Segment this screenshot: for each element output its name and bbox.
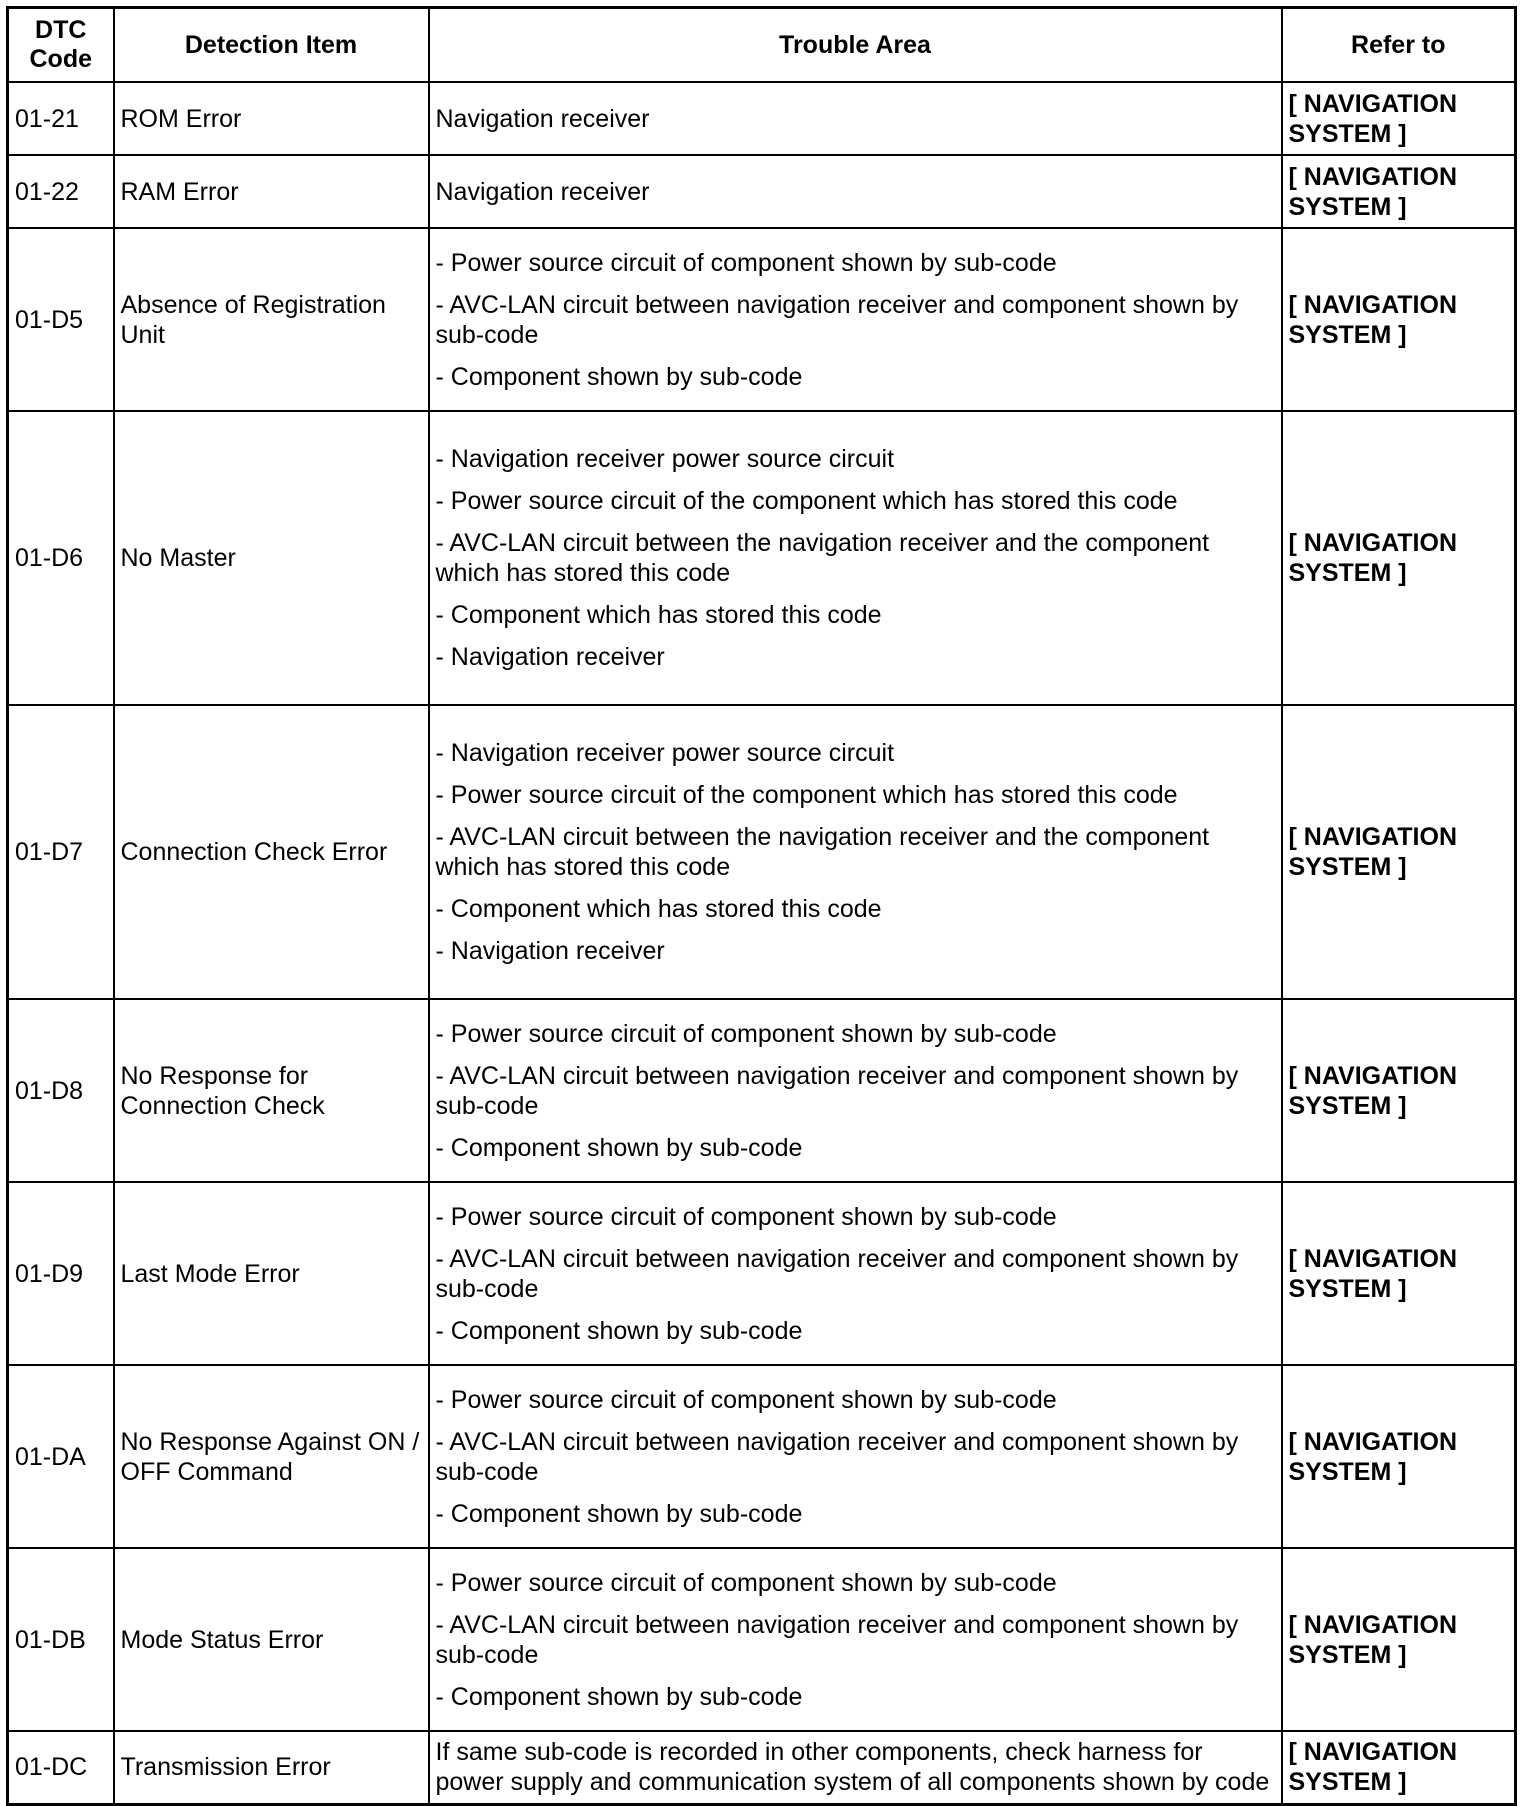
table-row — [8, 155, 1516, 228]
refer-to-cell: [ NAVIGATION SYSTEM ] — [1282, 1548, 1516, 1731]
trouble-area-line: - AVC-LAN circuit between navigation receiver and component shown by sub-code — [435, 1244, 1239, 1303]
trouble-area-cell — [429, 705, 1282, 999]
detection-item-cell: Absence of Registration Unit — [114, 228, 429, 411]
dtc-code-cell: 01-DB — [8, 1548, 114, 1731]
header-dtc-code: DTC Code — [8, 8, 114, 83]
trouble-area-cell — [429, 1548, 1282, 1731]
dtc-code-cell: 01-22 — [8, 155, 114, 228]
dtc-table — [6, 6, 1517, 1806]
trouble-area-line: - Power source circuit of component shown by sub-code — [435, 1019, 1057, 1048]
trouble-area-line: - Power source circuit of component shown by sub-code — [435, 1385, 1057, 1414]
table-row — [8, 1548, 1516, 1731]
trouble-area-line: - Component shown by sub-code — [435, 1316, 803, 1345]
dtc-code-cell: 01-D5 — [8, 228, 114, 411]
trouble-area-line: - Component shown by sub-code — [435, 1499, 803, 1528]
detection-item-cell: Connection Check Error — [114, 705, 429, 999]
detection-item-cell: No Master — [114, 411, 429, 705]
trouble-area-line: - Component shown by sub-code — [435, 1133, 803, 1162]
trouble-area-line: - Component shown by sub-code — [435, 362, 803, 391]
trouble-area-cell — [429, 1731, 1282, 1804]
dtc-code-cell: 01-DA — [8, 1365, 114, 1548]
trouble-area-line: - AVC-LAN circuit between the navigation receiver and the component which has stored this code — [435, 823, 1210, 881]
refer-to-cell: [ NAVIGATION SYSTEM ] — [1282, 411, 1516, 705]
dtc-code-cell: 01-DC — [8, 1731, 114, 1804]
table-row — [8, 705, 1516, 999]
trouble-area-line: - AVC-LAN circuit between navigation receiver and component shown by sub-code — [435, 1427, 1239, 1486]
trouble-area-cell — [429, 1182, 1282, 1365]
dtc-code-cell: 01-D7 — [8, 705, 114, 999]
refer-to-cell: [ NAVIGATION SYSTEM ] — [1282, 155, 1516, 228]
table-row — [8, 999, 1516, 1182]
detection-item-cell: No Response Against ON / OFF Command — [114, 1365, 429, 1548]
trouble-area-line: Navigation receiver — [435, 177, 650, 206]
table-row — [8, 82, 1516, 155]
trouble-area-line: - AVC-LAN circuit between the navigation receiver and the component which has stored this code — [435, 529, 1210, 587]
detection-item-cell: RAM Error — [114, 155, 429, 228]
trouble-area-line: - AVC-LAN circuit between navigation receiver and component shown by sub-code — [435, 1610, 1239, 1669]
trouble-area-line: - AVC-LAN circuit between navigation receiver and component shown by sub-code — [435, 290, 1239, 349]
table-body — [8, 82, 1516, 1804]
dtc-code-cell: 01-D6 — [8, 411, 114, 705]
trouble-area-cell — [429, 155, 1282, 228]
trouble-area-line: - Component which has stored this code — [435, 601, 882, 629]
detection-item-cell: ROM Error — [114, 82, 429, 155]
trouble-area-line: - Power source circuit of component shown by sub-code — [435, 248, 1057, 277]
refer-to-cell: [ NAVIGATION SYSTEM ] — [1282, 1182, 1516, 1365]
detection-item-cell: Last Mode Error — [114, 1182, 429, 1365]
refer-to-cell: [ NAVIGATION SYSTEM ] — [1282, 705, 1516, 999]
detection-item-cell: No Response for Connection Check — [114, 999, 429, 1182]
header-row — [8, 8, 1516, 83]
trouble-area-line: - Power source circuit of component shown by sub-code — [435, 1202, 1057, 1231]
trouble-area-line: - Power source circuit of component shown by sub-code — [435, 1568, 1057, 1597]
trouble-area-line: - Navigation receiver — [435, 937, 665, 965]
refer-to-cell: [ NAVIGATION SYSTEM ] — [1282, 228, 1516, 411]
trouble-area-line: - Power source circuit of the component which has stored this code — [435, 487, 1178, 515]
trouble-area-line: - Navigation receiver — [435, 643, 665, 671]
trouble-area-line: If same sub-code is recorded in other components, check harness for power supply and communication system of all components shown by code — [435, 1738, 1270, 1797]
dtc-code-cell: 01-21 — [8, 82, 114, 155]
dtc-code-cell: 01-D9 — [8, 1182, 114, 1365]
table-row — [8, 1365, 1516, 1548]
refer-to-cell: [ NAVIGATION SYSTEM ] — [1282, 1731, 1516, 1804]
detection-item-cell: Mode Status Error — [114, 1548, 429, 1731]
header-refer-to: Refer to — [1282, 8, 1516, 83]
trouble-area-cell — [429, 228, 1282, 411]
refer-to-cell: [ NAVIGATION SYSTEM ] — [1282, 1365, 1516, 1548]
trouble-area-cell — [429, 411, 1282, 705]
trouble-area-cell — [429, 1365, 1282, 1548]
trouble-area-line: - Power source circuit of the component which has stored this code — [435, 781, 1178, 809]
refer-to-cell: [ NAVIGATION SYSTEM ] — [1282, 999, 1516, 1182]
table-row — [8, 411, 1516, 705]
trouble-area-line: Navigation receiver — [435, 104, 650, 133]
table-row — [8, 228, 1516, 411]
header-trouble-area: Trouble Area — [429, 8, 1282, 83]
dtc-code-cell: 01-D8 — [8, 999, 114, 1182]
trouble-area-line: - Navigation receiver power source circuit — [435, 739, 895, 767]
header-detection-item: Detection Item — [114, 8, 429, 83]
trouble-area-line: - Navigation receiver power source circuit — [435, 445, 895, 473]
trouble-area-cell — [429, 82, 1282, 155]
trouble-area-cell — [429, 999, 1282, 1182]
trouble-area-line: - Component shown by sub-code — [435, 1682, 803, 1711]
detection-item-cell: Transmission Error — [114, 1731, 429, 1804]
refer-to-cell: [ NAVIGATION SYSTEM ] — [1282, 82, 1516, 155]
trouble-area-line: - AVC-LAN circuit between navigation receiver and component shown by sub-code — [435, 1061, 1239, 1120]
table-row — [8, 1731, 1516, 1804]
trouble-area-line: - Component which has stored this code — [435, 895, 882, 923]
table-row — [8, 1182, 1516, 1365]
